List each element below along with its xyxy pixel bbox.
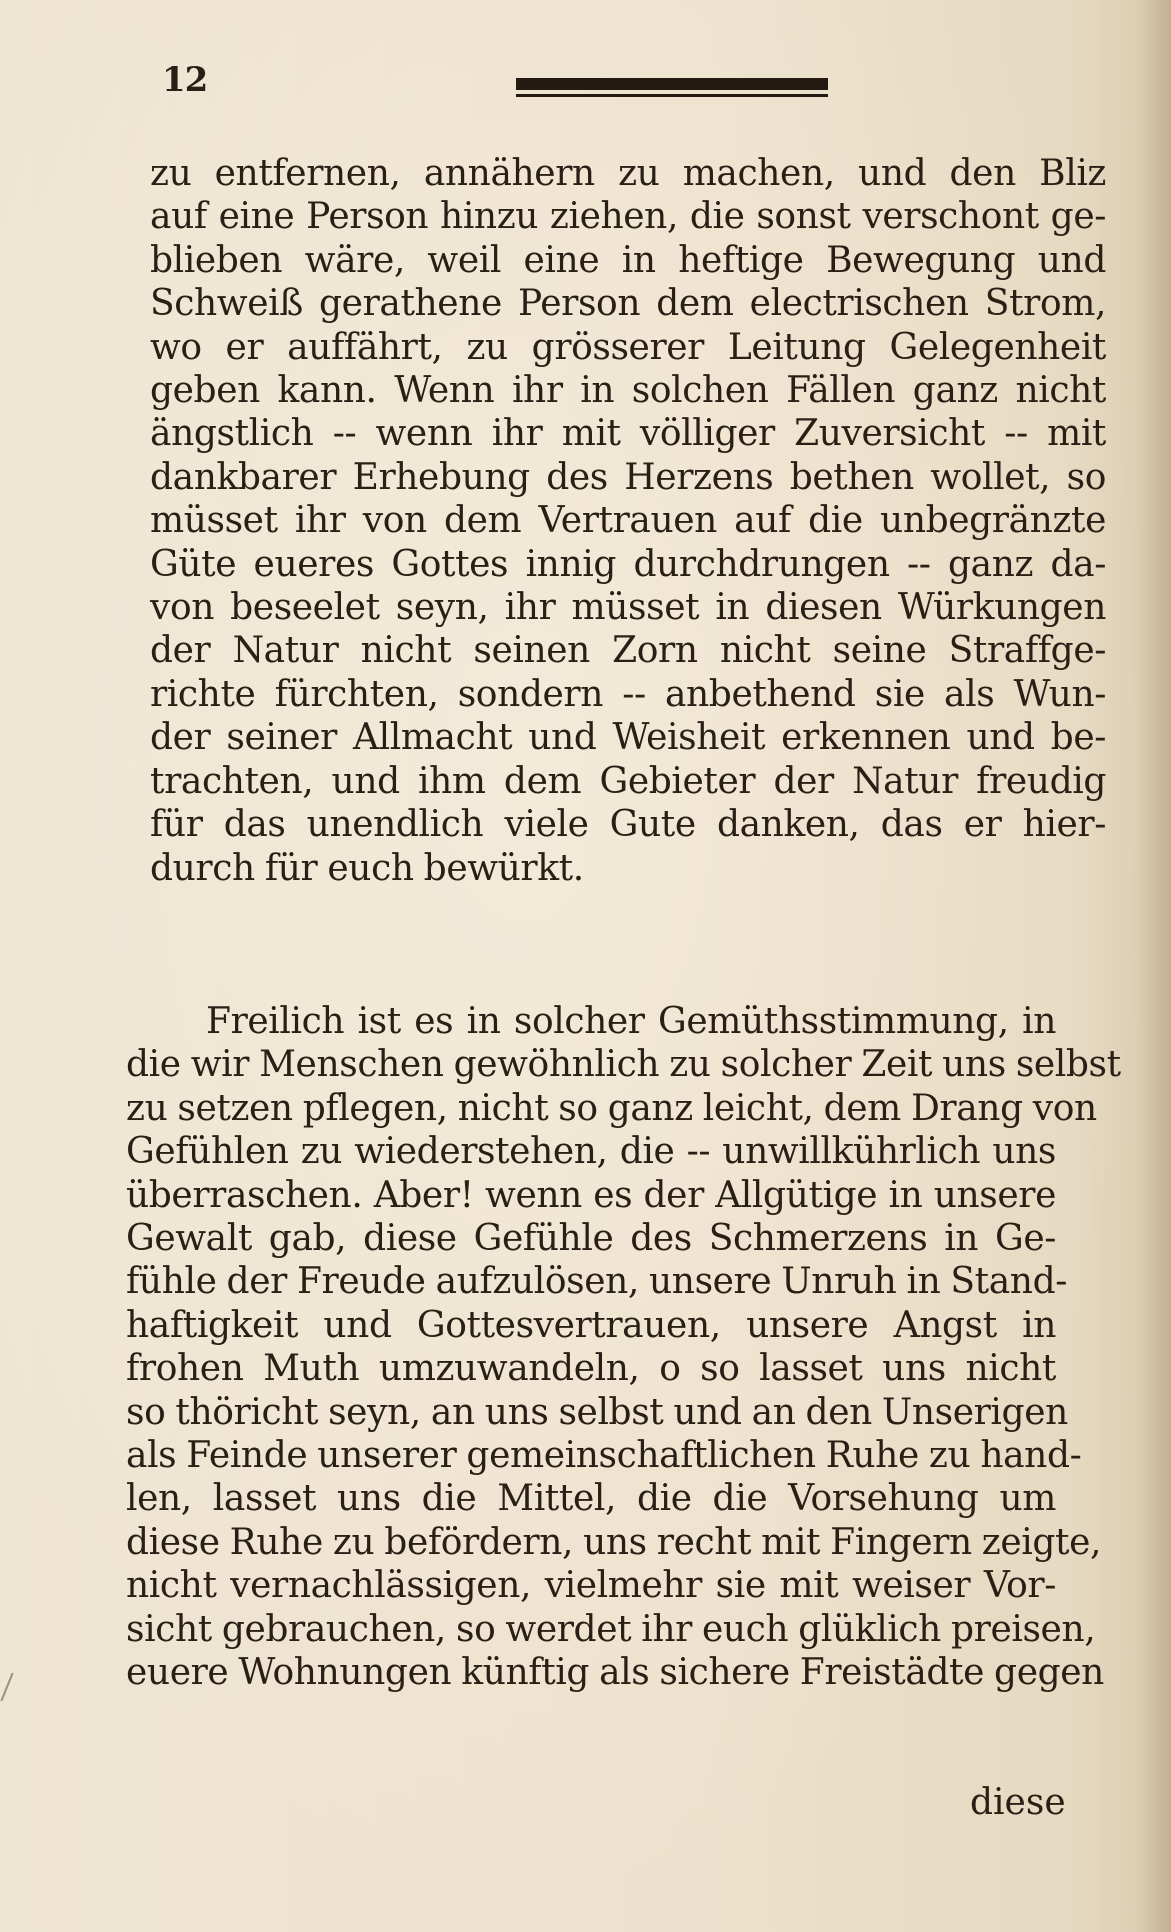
text-line: trachten, und ihm dem Gebieter der Natur freudig — [150, 760, 1106, 802]
text-line: diese Ruhe zu befördern, uns recht mit Fingern zeigte, — [126, 1521, 1102, 1563]
text-line: haftigkeit und Gottesvertrauen, unsere Angst in — [126, 1304, 1056, 1346]
text-line: ängstlich -- wenn ihr mit völliger Zuversicht -- mit — [150, 413, 1106, 455]
catchword: diese — [970, 1782, 1066, 1823]
text-line: Gewalt gab, diese Gefühle des Schmerzens in Ge- — [126, 1218, 1056, 1260]
text-line: die wir Menschen gewöhnlich zu solcher Zeit uns selbst — [126, 1044, 1121, 1086]
page-edge-shadow — [1137, 0, 1171, 1932]
text-line: so thöricht seyn, an uns selbst und an den Unserigen — [126, 1391, 1068, 1433]
text-line: der seiner Allmacht und Weisheit erkennen und be- — [150, 717, 1106, 759]
header-ornament-rule — [516, 76, 828, 102]
text-line: sicht gebrauchen, so werdet ihr euch glüklich preisen, — [126, 1608, 1096, 1650]
ornament-thick-rule — [516, 78, 828, 90]
page-number: 12 — [162, 60, 208, 100]
text-line: Gefühlen zu wiederstehen, die -- unwillkührlich uns — [126, 1131, 1056, 1173]
text-line: auf eine Person hinzu ziehen, die sonst verschont ge- — [150, 196, 1106, 238]
text-line: als Feinde unserer gemeinschaftlichen Ruhe zu hand- — [126, 1435, 1082, 1477]
text-line: zu setzen pflegen, nicht so ganz leicht, dem Drang von — [126, 1087, 1097, 1129]
text-line: richte fürchten, sondern -- anbethend sie als Wun- — [150, 673, 1106, 715]
text-line: durch für euch bewürkt. — [150, 847, 584, 889]
text-line: fühle der Freude aufzulösen, unsere Unruh in Stand- — [126, 1261, 1067, 1303]
text-line: Schweiß gerathene Person dem electrischen Strom, — [150, 283, 1106, 325]
text-line: euere Wohnungen künftig als sichere Freistädte gegen — [126, 1652, 1104, 1694]
text-line: dankbarer Erhebung des Herzens bethen wollet, so — [150, 456, 1106, 498]
text-line: der Natur nicht seinen Zorn nicht seine Straffge- — [150, 630, 1106, 672]
text-line: blieben wäre, weil eine in heftige Bewegung und — [150, 239, 1106, 281]
paragraph-2 — [126, 1000, 1121, 1695]
text-line: len, lasset uns die Mittel, die die Vorsehung um — [126, 1478, 1056, 1520]
text-line: für das unendlich viele Gute danken, das er hier- — [150, 804, 1106, 846]
text-line: überraschen. Aber! wenn es der Allgütige in unsere — [126, 1174, 1056, 1216]
text-line: wo er auffährt, zu grösserer Leitung Gelegenheit — [150, 326, 1106, 368]
margin-pencil-mark — [0, 1673, 13, 1702]
text-line: zu entfernen, annähern zu machen, und den Bliz — [150, 153, 1106, 194]
text-line: Freilich ist es in solcher Gemüthsstimmung, in — [206, 1001, 1056, 1042]
text-line: Güte eueres Gottes innig durchdrungen -- ganz da- — [150, 543, 1106, 585]
paragraph-1 — [150, 152, 1106, 890]
text-line: geben kann. Wenn ihr in solchen Fällen ganz nicht — [150, 370, 1106, 412]
text-line: müsset ihr von dem Vertrauen auf die unbegränzte — [150, 500, 1106, 542]
text-line: nicht vernachlässigen, vielmehr sie mit weiser Vor- — [126, 1565, 1056, 1607]
ornament-thin-rule — [516, 94, 828, 97]
text-line: von beseelet seyn, ihr müsset in diesen Würkungen — [150, 587, 1106, 629]
text-line: frohen Muth umzuwandeln, o so lasset uns nicht — [126, 1348, 1056, 1390]
